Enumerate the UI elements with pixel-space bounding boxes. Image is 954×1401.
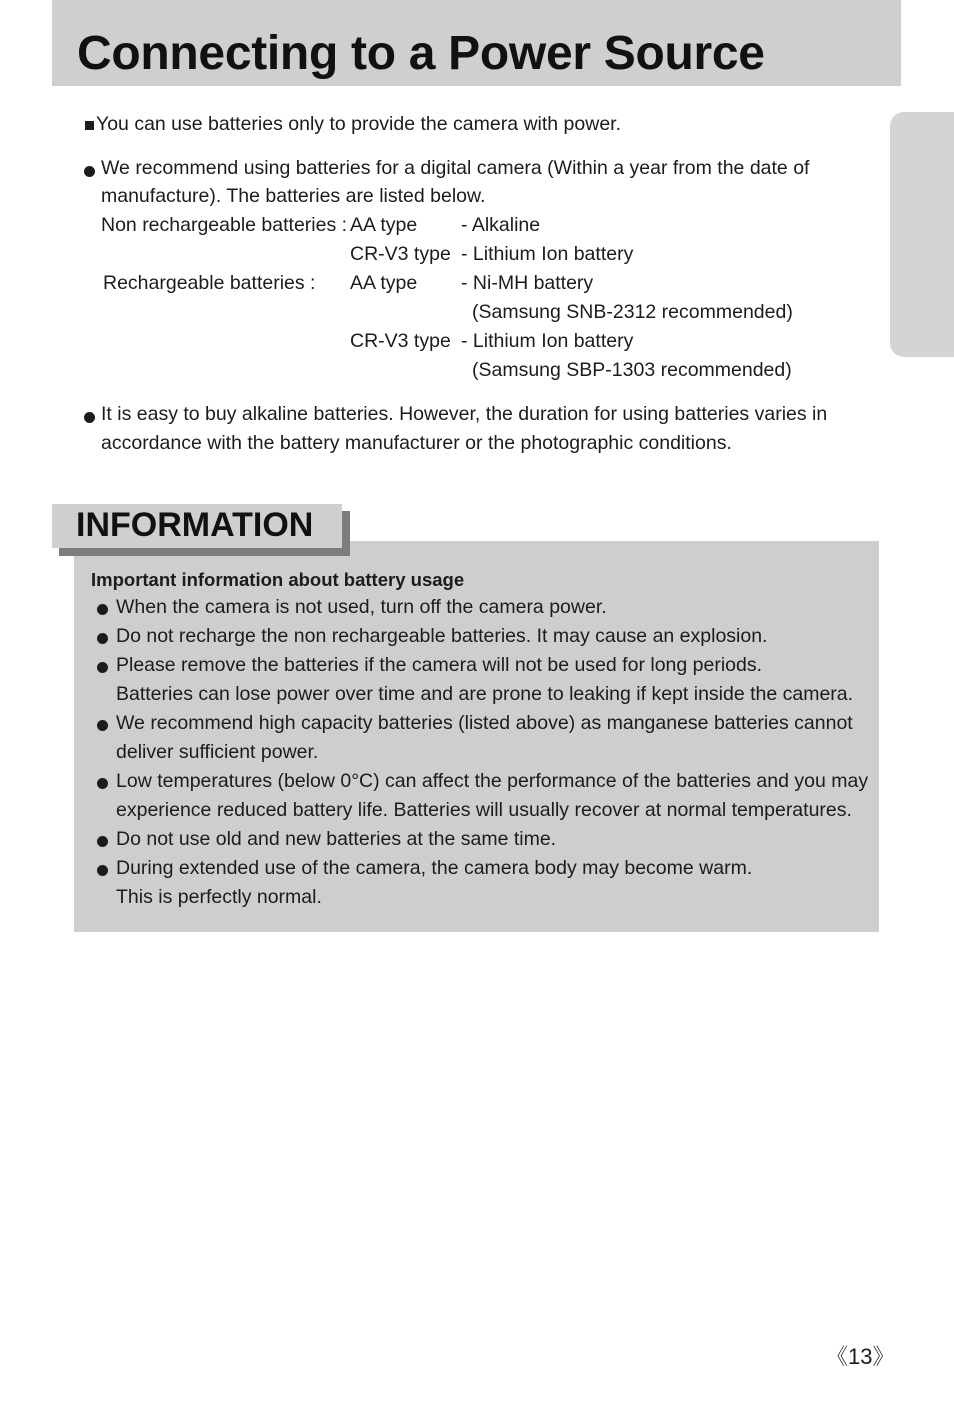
- info-line: Do not recharge the non rechargeable batteries. It may cause an explosion.: [116, 625, 768, 647]
- battery-type: AA type: [350, 272, 418, 294]
- battery-type: CR-V3 type: [350, 330, 451, 352]
- side-tab: [890, 112, 954, 357]
- bullet-icon: [97, 865, 108, 876]
- info-line: This is perfectly normal.: [116, 886, 322, 908]
- bullet-icon: [97, 836, 108, 847]
- battery-note: (Samsung SBP-1303 recommended): [472, 359, 792, 381]
- bullet-icon: [97, 720, 108, 731]
- info-line: Low temperatures (below 0°C) can affect the performance of the batteries and you may: [116, 770, 869, 792]
- recommend-line-1: We recommend using batteries for a digital camera (Within a year from the date of: [101, 157, 810, 179]
- battery-type: CR-V3 type: [350, 243, 451, 265]
- battery-desc: - Lithium Ion battery: [461, 330, 634, 352]
- info-line: Please remove the batteries if the camera will not be used for long periods.: [116, 654, 763, 676]
- page-title: Connecting to a Power Source: [77, 27, 765, 80]
- battery-desc: - Ni-MH battery: [461, 272, 594, 294]
- square-bullet-icon: [85, 121, 94, 130]
- information-heading: Important information about battery usage: [91, 569, 465, 590]
- info-line: experience reduced battery life. Batteries will usually recover at normal temperatures.: [116, 799, 852, 821]
- bullet-icon: [97, 778, 108, 789]
- bullet-icon: [97, 604, 108, 615]
- information-label: INFORMATION: [76, 506, 314, 544]
- bullet-icon: [84, 166, 95, 177]
- intro-note: You can use batteries only to provide the camera with power.: [96, 113, 622, 135]
- rechargeable-label: Rechargeable batteries :: [103, 272, 316, 294]
- battery-desc: - Lithium Ion battery: [461, 243, 634, 265]
- bullet-icon: [97, 633, 108, 644]
- recommend-line-2: manufacture). The batteries are listed below.: [101, 185, 486, 207]
- info-line: During extended use of the camera, the camera body may become warm.: [116, 857, 753, 879]
- info-line: Batteries can lose power over time and are prone to leaking if kept inside the camera.: [116, 683, 854, 705]
- info-line: We recommend high capacity batteries (listed above) as manganese batteries cannot: [116, 712, 853, 734]
- bullet-icon: [97, 662, 108, 673]
- non-rechargeable-label: Non rechargeable batteries :: [101, 214, 348, 236]
- battery-desc: - Alkaline: [461, 214, 541, 236]
- battery-type: AA type: [350, 214, 418, 236]
- alkaline-line-2: accordance with the battery manufacturer or the photographic conditions.: [101, 432, 732, 454]
- bullet-icon: [84, 412, 95, 423]
- battery-note: (Samsung SNB-2312 recommended): [472, 301, 793, 323]
- alkaline-line-1: It is easy to buy alkaline batteries. However, the duration for using batteries varies in: [101, 403, 828, 425]
- page-number: 《13》: [826, 1344, 895, 1369]
- info-line: deliver sufficient power.: [116, 741, 319, 763]
- info-line: Do not use old and new batteries at the same time.: [116, 828, 557, 850]
- info-line: When the camera is not used, turn off the camera power.: [116, 596, 607, 618]
